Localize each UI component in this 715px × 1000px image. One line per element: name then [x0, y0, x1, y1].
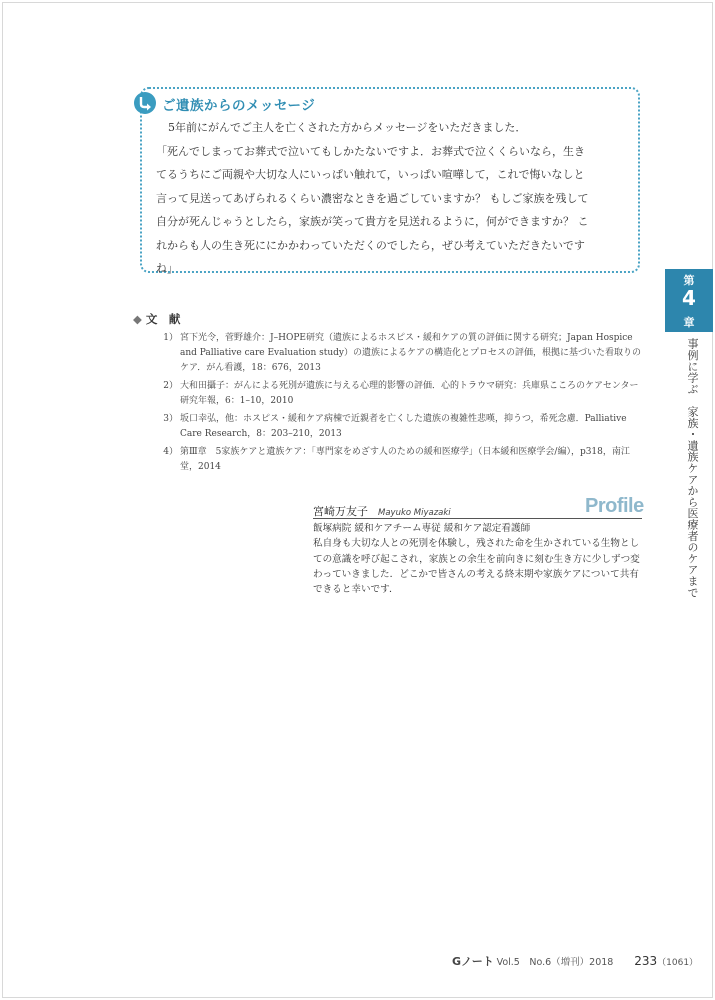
reference-text: 宮下光令，菅野雄介：J–HOPE研究（遺族によるホスピス・緩和ケアの質の評価に関する研究；Japan Hospice and Palliative care Evaluation study）の遺族によるケアの構造化とプロセスの評価，根拠に基づいた看取りのケア．がん看護，18：676，2013	[180, 333, 641, 373]
author-name-roman: Mayuko Miyazaki	[378, 508, 451, 518]
reference-text: 坂口幸弘，他：ホスピス・緩和ケア病棟で近親者を亡くした遺族の複雑性悲嘆，抑うつ，希死念慮．Palliative Care Research，8：203–210，2013	[180, 414, 627, 439]
reference-text: 大和田攝子：がんによる死別が遺族に与える心理的影響の評価．心的トラウマ研究：兵庫県こころのケアセンター研究年報，6：1–10，2010	[180, 381, 639, 406]
reference-number: 3）	[163, 414, 178, 424]
message-line: てるうちにご両親や大切な人にいっぱい触れて，いっぱい喧嘩して，これで悔いなしと	[156, 168, 585, 181]
message-line: 言って見送ってあげられるくらい濃密なときを過ごしていますか？ もしご家族を残して	[156, 191, 589, 205]
message-line: ね」	[156, 262, 178, 275]
message-heading: ご遺族からのメッセージ	[162, 98, 316, 114]
issue-info: Vol.5 No.6（増刊）2018	[496, 957, 614, 968]
chapter-tab-dai: 第	[683, 274, 695, 287]
reference-item	[160, 445, 642, 475]
total-page-number: （1061）	[657, 958, 699, 968]
profile-divider	[313, 518, 642, 519]
profile-body	[313, 521, 643, 597]
profile-affiliation: 飯塚病院 緩和ケアチーム専従 緩和ケア認定看護師	[313, 523, 531, 534]
message-line: れからも人の生き死ににかかわっていただくのでしたら，ぜひ考えていただきたいです	[156, 238, 585, 252]
reference-number: 1）	[163, 333, 178, 343]
chapter-tab	[665, 269, 713, 332]
message-intro: 5年前にがんでご主人を亡くされた方からメッセージをいただきました．	[168, 121, 527, 134]
profile-bio: 私自身も大切な人との死別を体験し，残された命を生かされている生物としての意識を呼び起こされ，家族との余生を前向きに刻む生き方に少しずつ変わっていきました．どこかで皆さんの考える終末期や家族ケアについて共有できると幸いです．	[313, 538, 640, 596]
reference-item	[160, 379, 642, 409]
reference-number: 2）	[163, 381, 178, 391]
author-name: 宮崎万友子	[313, 505, 368, 518]
reference-item	[160, 331, 642, 376]
profile-name	[313, 503, 451, 519]
message-line: 自分が死んじゃうとしたら，家族が笑って貴方を見送れるように，何ができますか？ こ	[156, 215, 589, 228]
references-heading	[133, 311, 180, 327]
profile-logo: Profile	[585, 495, 644, 517]
magazine-name: Gノート	[452, 955, 494, 968]
references-list	[160, 331, 642, 478]
page-footer	[452, 953, 698, 969]
message-line: 「死んでしまってお葬式で泣いてもしかたないですよ．お葬式で泣くくらいなら，生き	[156, 144, 585, 158]
chapter-number: 4	[682, 286, 696, 310]
message-body	[156, 116, 626, 281]
chapter-tab-sho: 章	[683, 316, 695, 329]
page-number: 233	[634, 954, 658, 968]
reference-item	[160, 412, 642, 442]
diamond-icon: ◆	[133, 312, 142, 326]
chapter-title: 事例に学ぶ 家族・遺族ケアから医療者のケアまで	[686, 338, 699, 598]
references-heading-label: 文 献	[145, 312, 181, 326]
speech-arrow-icon	[134, 92, 156, 114]
reference-number: 4）	[163, 447, 178, 457]
reference-text: 第Ⅲ章 5家族ケアと遺族ケア：「専門家をめざす人のための緩和医療学」（日本緩和医療学会/編），p318，南江堂，2014	[180, 447, 630, 472]
